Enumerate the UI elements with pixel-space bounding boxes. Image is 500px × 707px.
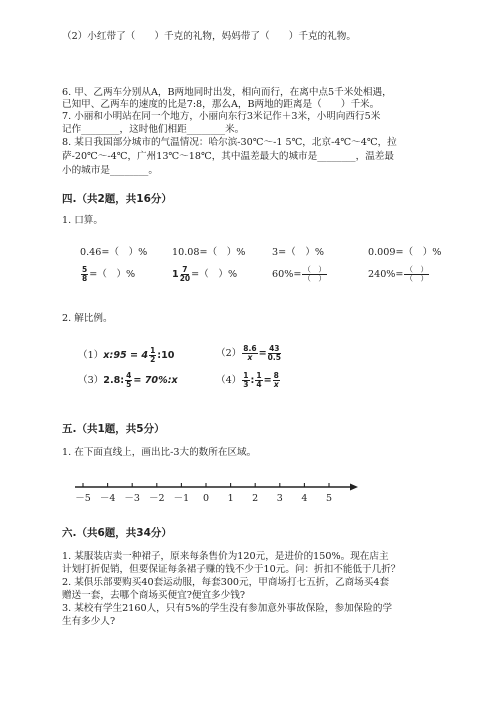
section-6-heading: 六.（共6题，共34分）	[62, 527, 172, 539]
question-6-line-2: 已知甲、乙两车的速度的比是7:8，那么A，B两地的距离是（ ）千米。	[62, 99, 380, 110]
number-line-label: －5	[75, 493, 91, 504]
number-line-label: －2	[149, 493, 165, 504]
calc-item-percent-to-fraction: 60%= $\frac{( )}{( )}$	[272, 265, 326, 283]
blank-fraction: $\frac{( )}{( )}$	[303, 265, 326, 283]
section-4-heading: 四.（共2题，共16分）	[62, 193, 172, 205]
number-line-label: 0	[202, 493, 210, 504]
question-6-line-1: 6. 甲、乙两车分别从A，B两地同时出发，相向而行，在离中点5千米处相遇，	[62, 87, 392, 98]
proportion-title: 2. 解比例。	[62, 313, 113, 324]
blank-fraction: $\frac{( )}{( )}$	[405, 265, 428, 283]
calc-item: 0.46=（ ）%	[80, 247, 148, 258]
section-5-heading: 五.（共1题，共5分）	[62, 423, 165, 435]
number-line	[0, 470, 500, 510]
number-line-label: 1	[227, 493, 234, 504]
calc-item: 10.08=（ ）%	[172, 247, 246, 258]
question-2-line: （2）小红带了（ ）千克的礼物，妈妈带了（ ）千克的礼物。	[62, 31, 356, 42]
fraction: $\frac{7}{20}$	[179, 265, 191, 283]
number-line-label: －1	[173, 493, 190, 504]
calc-item: 3=（ ）%	[272, 247, 325, 258]
calc-item: 0.009=（ ）%	[368, 247, 442, 258]
question-7-line-2: 记作________，这时他们相距________米。	[62, 124, 245, 135]
number-line-label: 4	[301, 493, 308, 504]
calc-item-mixed-number: 1 $\frac{7}{20}$ =（ ）%	[172, 265, 238, 283]
proportion-1: （1）x:95 = 4 $\frac{1}{2}$ :10	[78, 346, 175, 364]
question-7-line-1: 7. 小丽和小明站在同一个地方，小丽向东行3米记作＋3米，小明向西行5米	[62, 111, 381, 122]
number-line-label: 2	[252, 493, 259, 504]
fraction: $\frac{5}{8}$	[82, 265, 88, 283]
question-8-line-1: 8. 某日我国部分城市的气温情况：哈尔滨-30℃～-1 5℃，北京-4℃～4℃，拉	[62, 137, 397, 148]
proportion-2: （2） $\frac{8.6}{x}$ = $\frac{43}{0.5}$	[216, 344, 281, 362]
application-1-line-1: 1. 某服装店卖一种裙子，原来每条售价为120元，是进价的150%。现在店主	[62, 551, 389, 562]
calc-item-fraction: $\frac{5}{8}$ =（ ）%	[82, 265, 136, 283]
number-line-label: 5	[325, 493, 333, 504]
application-1-line-2: 计划打折促销，但要保证每条裙子赚的钱不少于10元。问：折扣不能低于几折？	[62, 564, 401, 575]
question-8-line-3: 小的城市是________。	[62, 165, 158, 176]
application-2-line-1: 2. 某俱乐部要购买40套运动服，每套300元，甲商场打七五折，乙商场买4套	[62, 577, 390, 588]
application-3-line-2: 生有多少人?	[62, 616, 116, 627]
number-line-label: －4	[99, 493, 116, 504]
number-line-label: －3	[124, 493, 140, 504]
number-line-question: 1. 在下面直线上，画出比-3大的数所在区域。	[62, 447, 257, 458]
calc-item-percent-to-fraction: 240%= $\frac{( )}{( )}$	[368, 265, 428, 283]
arrow-right-icon	[350, 484, 358, 491]
application-2-line-2: 赠送一套，去哪个商场买便宜?便宜多少钱?	[62, 590, 245, 601]
question-8-line-2: 萨-20℃～-4℃，广州13℃～18℃，其中温差最大的城市是________，温差最	[62, 151, 394, 162]
number-line-label: 3	[276, 493, 283, 504]
proportion-4: （4） $\frac{1}{3}$ : $\frac{1}{4}$ = $\frac{8}{x}$	[216, 371, 279, 389]
oral-calc-title: 1. 口算。	[62, 215, 103, 226]
proportion-3: （3）2.8: $\frac{4}{5}$ = 70%:x	[78, 371, 178, 389]
application-3-line-1: 3. 某校有学生2160人，只有5%的学生没有参加意外事故保险，参加保险的学	[62, 603, 393, 614]
